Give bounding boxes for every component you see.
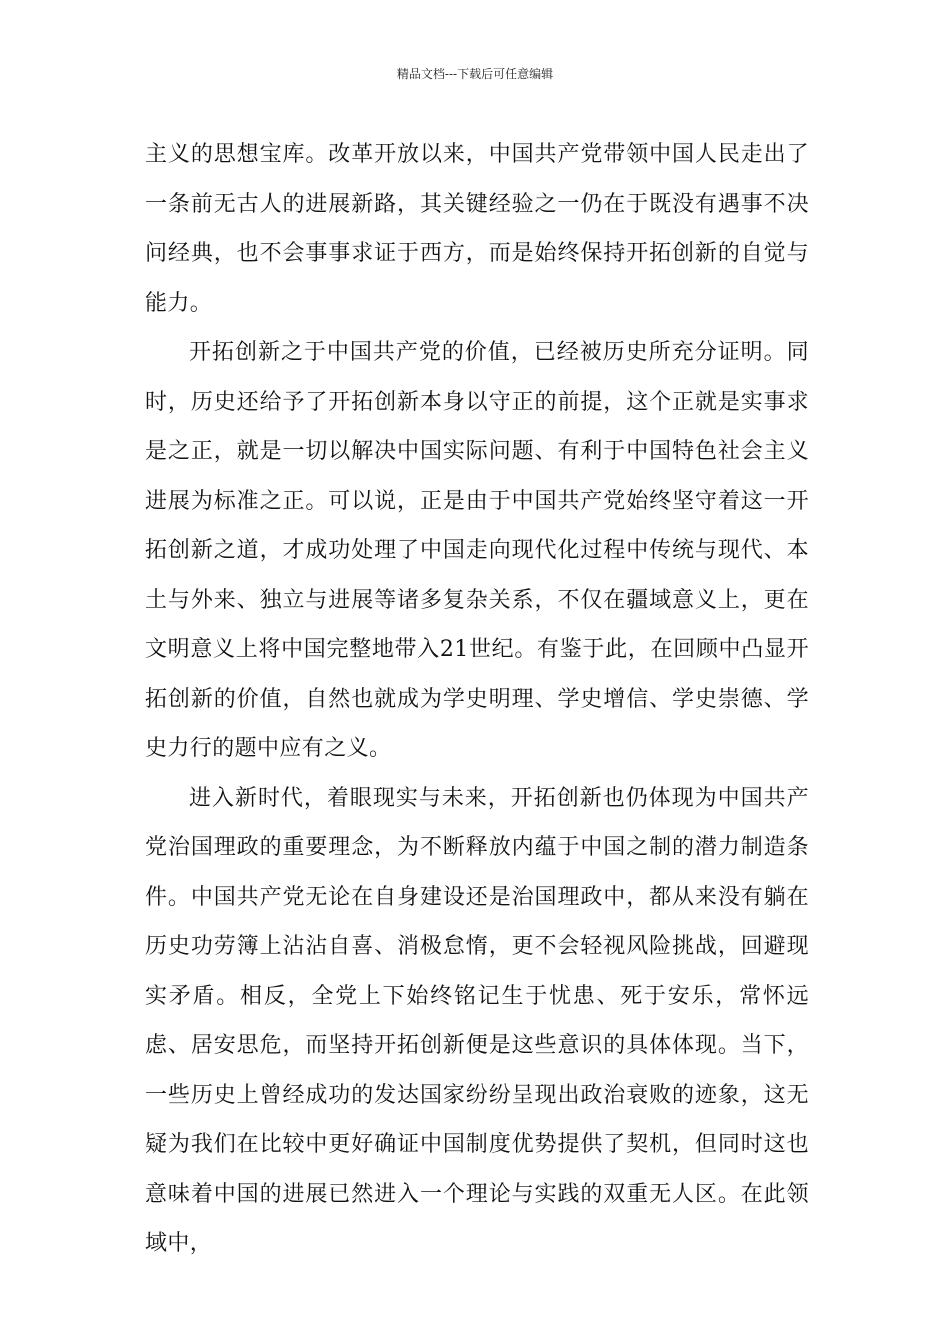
page-header: 精品文档---下载后可任意编辑: [396, 67, 554, 81]
paragraph-2: 开拓创新之于中国共产党的价值，已经被历史所充分证明。同时，历史还给予了开拓创新本身以守正的前提，这个正就是实事求是之正，就是一切以解决中国实际问题、有利于中国特色社会主义进展为标准之正。可以说，正是由于中国共产党始终坚守着这一开拓创新之道，才成功处理了中国走向现代化过程中传统与现代、本土与外来、独立与进展等诸多复杂关系，不仅在疆域意义上，更在文明意义上将中国完整地带入21世纪。有鉴于此，在回顾中凸显开拓创新的价值，自然也就成为学史明理、学史增信、学史崇德、学史力行的题中应有之义。: [145, 340, 809, 761]
document-body: [145, 130, 809, 1269]
paragraph-3: 进入新时代，着眼现实与未来，开拓创新也仍体现为中国共产党治国理政的重要理念，为不断释放内蕴于中国之制的潜力制造条件。中国共产党无论在自身建设还是治国理政中，都从来没有躺在历史功劳簿上沾沾自喜、消极怠惰，更不会轻视风险挑战，回避现实矛盾。相反，全党上下始终铭记生于忧患、死于安乐，常怀远虑、居安思危，而坚持开拓创新便是这些意识的具体体现。当下，一些历史上曾经成功的发达国家纷纷呈现出政治衰败的迹象，这无疑为我们在比较中更好确证中国制度优势提供了契机，但同时这也意味着中国的进展已然进入一个理论与实践的双重无人区。在此领域中，: [145, 785, 809, 1256]
paragraph-1: 主义的思想宝库。改革开放以来，中国共产党带领中国人民走出了一条前无古人的进展新路，其关键经验之一仍在于既没有遇事不决问经典，也不会事事求证于西方，而是始终保持开拓创新的自觉与能力。: [145, 142, 809, 316]
